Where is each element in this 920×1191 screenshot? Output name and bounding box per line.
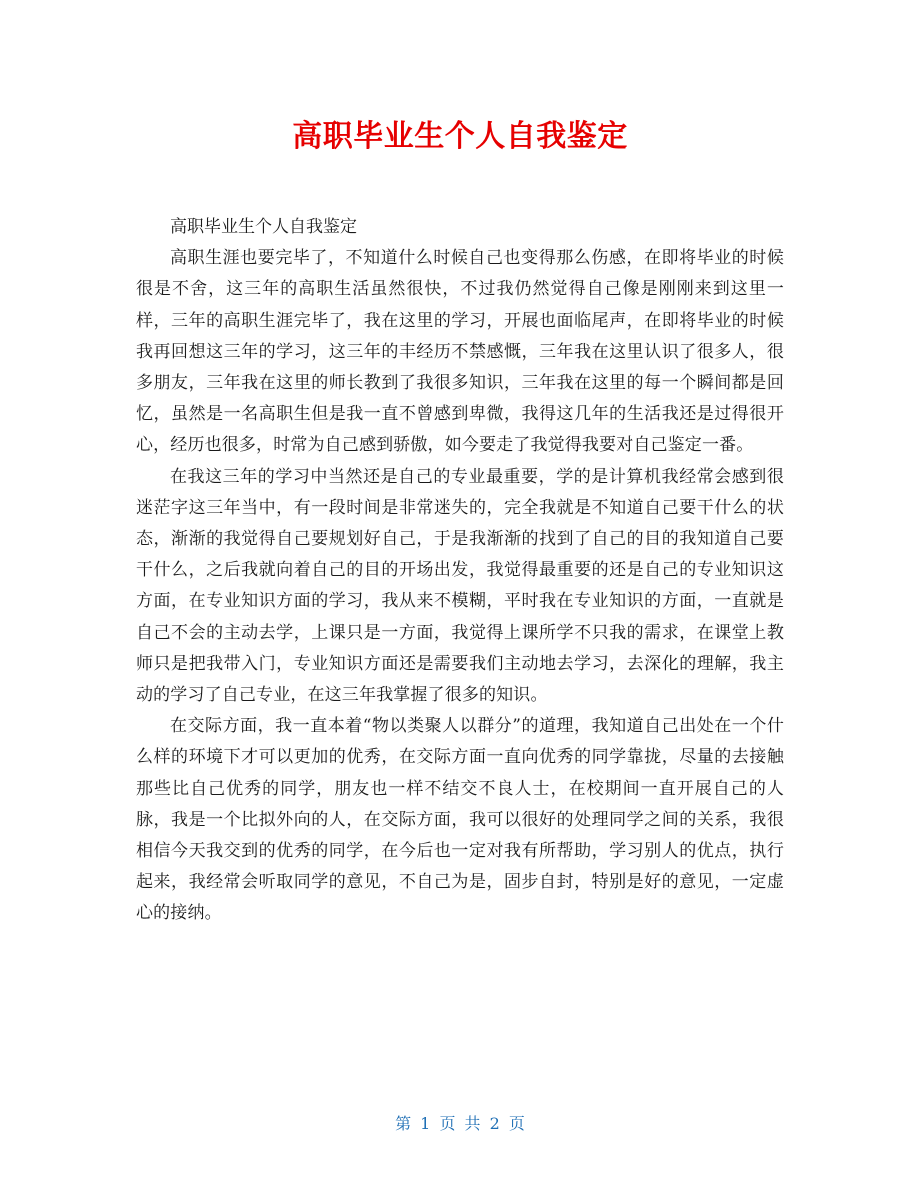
document-subtitle: 高职毕业生个人自我鉴定	[170, 217, 357, 237]
page-number-footer: 第 1 页 共 2 页	[395, 1114, 525, 1133]
paragraph-3: 在交际方面，我一直本着“物以类聚人以群分”的道理，我知道自己出处在一个什么样的环境下才可以更加的优秀，在交际方面一直向优秀的同学靠拢，尽量的去接触那些比自己优秀的同学，朋友也一样不结交不良人士，在校期间一直开展自己的人脉，我是一个比拟外向的人，在交际方面，我可以很好的处理同学之间的关系，我很相信今天我交到的优秀的同学，在今后也一定对我有所帮助，学习别人的优点，执行起来，我经常会听取同学的意见，不自己为是，固步自封，特别是好的意见，一定虚心的接纳。	[136, 716, 784, 924]
paragraph-1: 高职生涯也要完毕了，不知道什么时候自己也变得那么伤感，在即将毕业的时候很是不舍，这三年的高职生活虽然很快，不过我仍然觉得自己像是刚刚来到这里一样，三年的高职生涯完毕了，我在这里的学习，开展也面临尾声，在即将毕业的时候我再回想这三年的学习，这三年的丰经历不禁感慨，三年我在这里认识了很多人，很多朋友，三年我在这里的师长教到了我很多知识，三年我在这里的每一个瞬间都是回忆，虽然是一名高职生但是我一直不曾感到卑微，我得这几年的生活我还是过得很开心，经历也很多，时常为自己感到骄傲，如今要走了我觉得我要对自己鉴定一番。	[136, 248, 784, 456]
document-body	[136, 212, 784, 930]
document-title: 高职毕业生个人自我鉴定	[292, 119, 628, 154]
paragraph-2: 在我这三年的学习中当然还是自己的专业最重要，学的是计算机我经常会感到很迷茫字这三年当中，有一段时间是非常迷失的，完全我就是不知道自己要干什么的状态，渐渐的我觉得自己要规划好自己，于是我渐渐的找到了自己的目的我知道自己要干什么，之后我就向着自己的目的开场出发，我觉得最重要的还是自己的专业知识这方面，在专业知识方面的学习，我从来不模糊，平时我在专业知识的方面，一直就是自己不会的主动去学，上课只是一方面，我觉得上课所学不只我的需求，在课堂上教师只是把我带入门，专业知识方面还是需要我们主动地去学习，去深化的理解，我主动的学习了自己专业，在这三年我掌握了很多的知识。	[136, 466, 784, 706]
